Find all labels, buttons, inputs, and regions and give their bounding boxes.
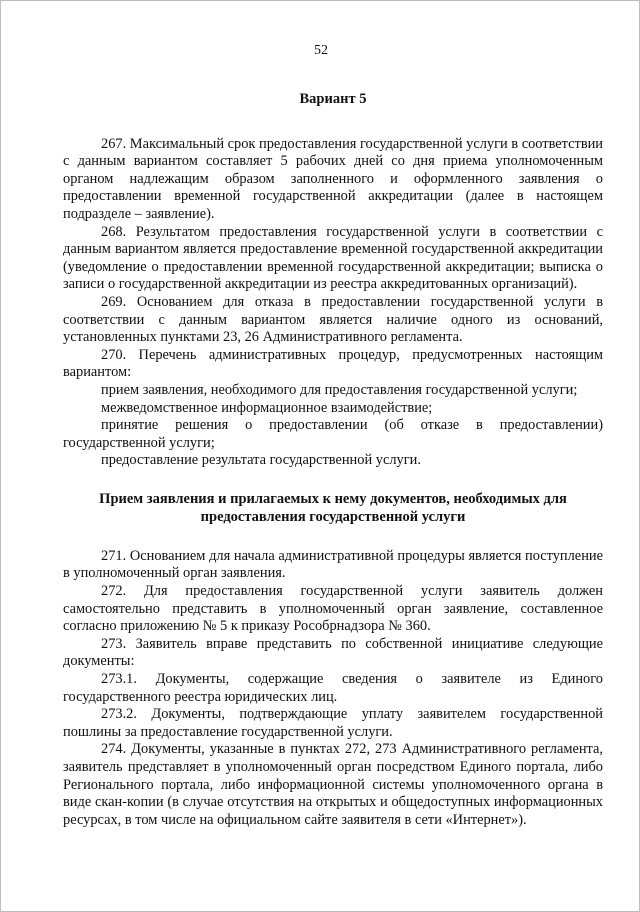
paragraph-273-2: 273.2. Документы, подтверждающие уплату заявителем государственной пошлины за предоставление государственной услуги. [63, 706, 603, 740]
page-number: 52 [314, 43, 328, 58]
paragraph-271: 271. Основанием для начала административной процедуры является поступление в уполномоченный орган заявления. [63, 547, 603, 582]
paragraph-272: 272. Для предоставления государственной услуги заявитель должен самостоятельно представить в уполномоченный орган заявление, составленное согласно приложению № 5 к приказу Рособрнадзора № 360. [63, 583, 603, 635]
paragraph-274: 274. Документы, указанные в пунктах 272, 273 Административного регламента, заявитель представляет в уполномоченный орган посредством Единого портала, либо Регионального портала, либо информационной системы уполномоченного органа в виде скан-копии (в случае отсутствия на открытых и общедоступных информационных ресурсах, в том числе на официальном сайте заявителя в сети «Интернет»). [63, 741, 603, 828]
procedure-item: принятие решения о предоставлении (об отказе в предоставлении) государственной услуги; [63, 417, 603, 451]
paragraph-267: 267. Максимальный срок предоставления государственной услуги в соответствии с данным вариантом составляет 5 рабочих дней со дня приема уполномоченным органом надлежащим образом заполненного и оформленного заявления о предоставлении временной государственной аккредитации (далее в настоящем подразделе – заявление). [63, 135, 604, 222]
procedure-item: прием заявления, необходимого для предоставления государственной услуги; [101, 381, 578, 398]
section-title-line-1: Прием заявления и прилагаемых к нему документов, необходимых для [99, 490, 567, 507]
paragraph-270: 270. Перечень административных процедур, предусмотренных настоящим вариантом: [63, 346, 603, 381]
paragraph-268: 268. Результатом предоставления государственной услуги в соответствии с данным вариантом является предоставление временной государственной аккредитации (уведомление о предоставлении временной государственной аккредитации; выписка о записи о государственной аккредитации из реестра аккредитованных организаций). [63, 223, 603, 293]
page-content [63, 91, 603, 829]
paragraph-269: 269. Основанием для отказа в предоставлении государственной услуги в соответствии с данным вариантом является наличие одного из оснований, установленных пунктами 23, 26 Административного регламента. [63, 293, 603, 346]
procedure-item: межведомственное информационное взаимодействие; [101, 399, 433, 416]
procedure-item: предоставление результата государственной услуги. [101, 452, 421, 469]
section-title-line-2: предоставления государственной услуги [200, 508, 466, 525]
section-title-application [63, 490, 603, 526]
paragraph-273: 273. Заявитель вправе представить по собственной инициативе следующие документы: [63, 635, 603, 670]
section-title-variant: Вариант 5 [299, 91, 367, 107]
paragraph-273-1: 273.1. Документы, содержащие сведения о заявителе из Единого государственного реестра юридических лиц. [63, 671, 603, 705]
